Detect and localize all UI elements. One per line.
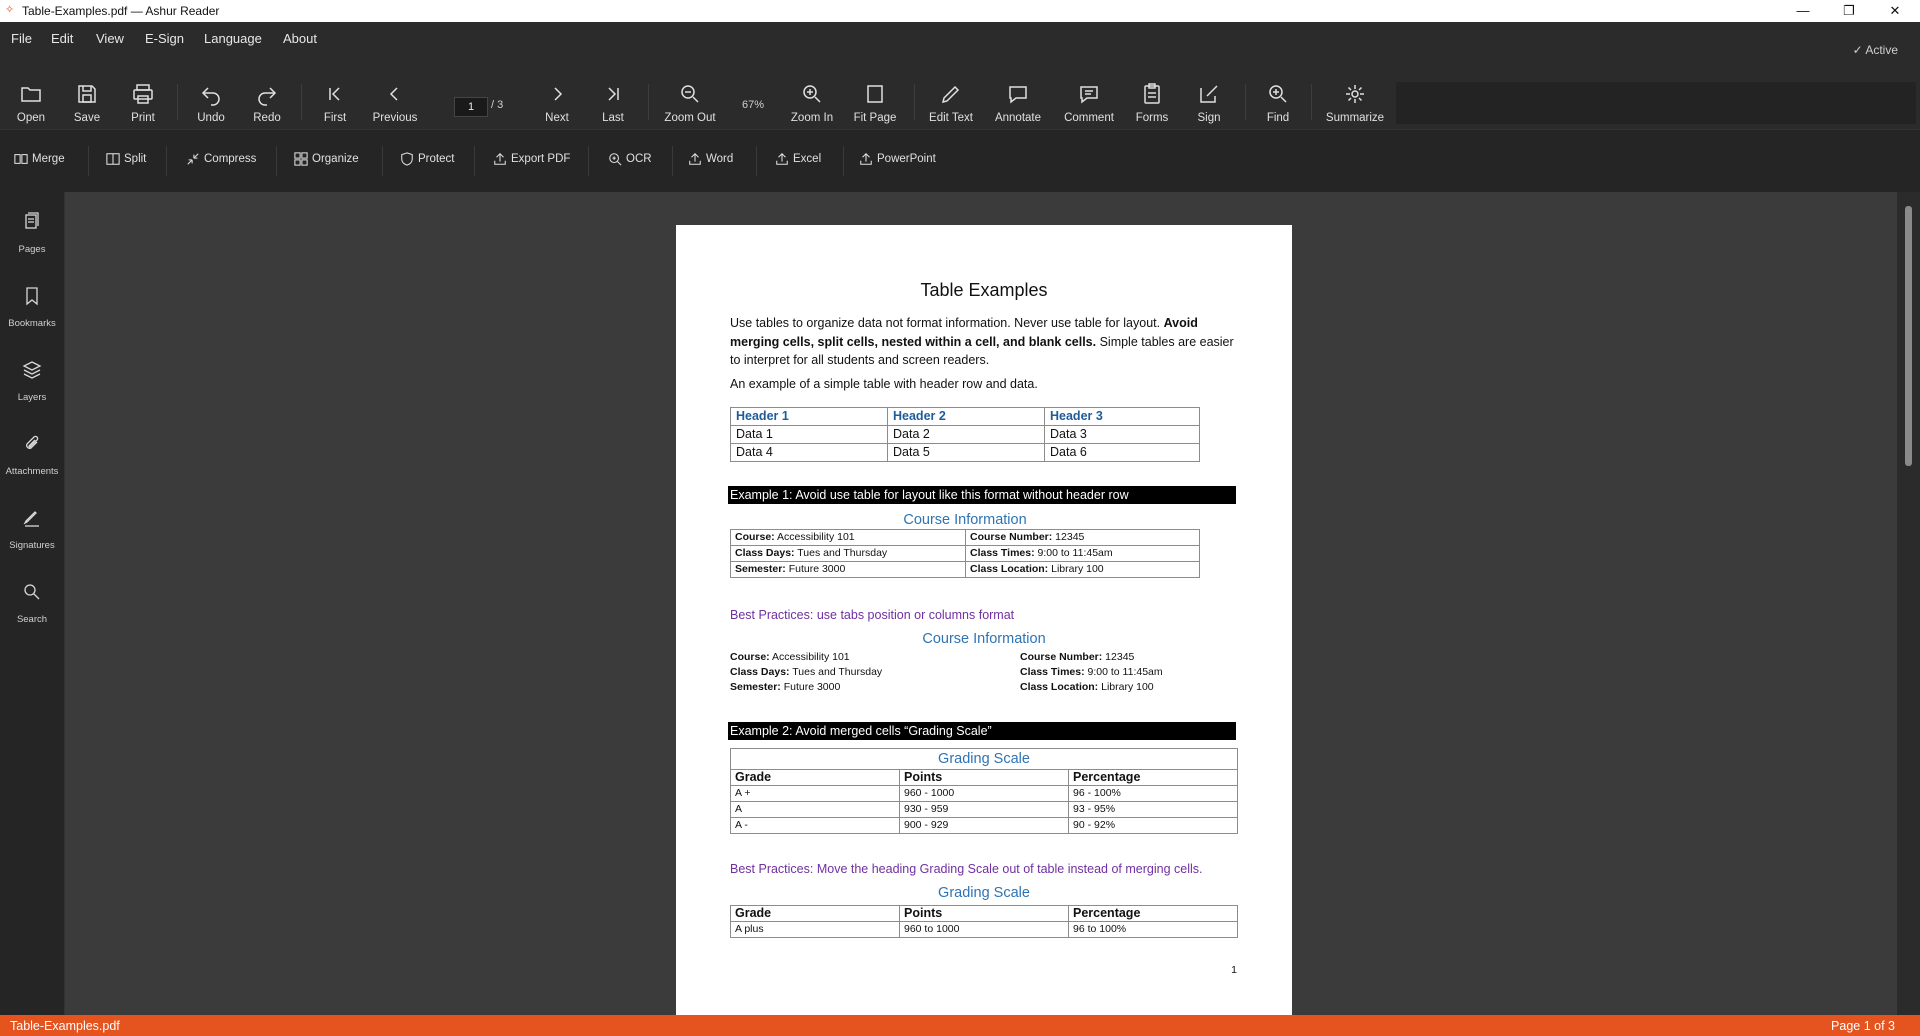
sidebar-label: Attachments (5, 466, 59, 477)
table-cell: A (731, 802, 900, 818)
toolbar-divider (843, 146, 844, 176)
last-label: Last (602, 112, 624, 124)
simple-table-caption: An example of a simple table with header row and data. (730, 377, 1038, 391)
sparkle-icon (1343, 82, 1367, 106)
sidebar-label: Bookmarks (8, 318, 56, 329)
table-row (731, 922, 1238, 938)
vertical-scrollbar[interactable] (1897, 192, 1920, 1015)
undo-label: Undo (197, 112, 225, 124)
best-practice-note: Best Practices: Move the heading Grading Scale out of table instead of merging cells. (730, 862, 1203, 876)
table-cell: A + (731, 786, 900, 802)
field-value: Future 3000 (785, 563, 846, 575)
table-cell: 96 to 100% (1069, 922, 1238, 938)
field-value: Accessibility 101 (769, 651, 850, 663)
table-cell: Data 6 (1045, 444, 1200, 462)
menu-view[interactable]: View (96, 31, 124, 46)
close-button[interactable]: ✕ (1889, 3, 1901, 18)
table-header-cell: Header 1 (731, 408, 888, 426)
edit-text-label: Edit Text (929, 112, 973, 124)
organize-label: Organize (312, 153, 359, 165)
pdf-page (676, 225, 1292, 1015)
summarize-label: Summarize (1325, 112, 1385, 124)
table-row (731, 818, 1238, 834)
minimize-button[interactable]: — (1796, 3, 1810, 18)
bookmark-icon (22, 286, 42, 306)
merge-button[interactable] (14, 152, 65, 166)
table-cell (966, 546, 1200, 562)
table-row (731, 426, 1200, 444)
page-number-input[interactable]: 1 (454, 97, 488, 117)
sidebar-label: Signatures (9, 540, 55, 551)
toolbar-divider (588, 146, 589, 176)
edit-text-button[interactable] (921, 82, 981, 124)
field-value: 9:00 to 11:45am (1084, 666, 1163, 678)
sidebar-label: Pages (18, 244, 46, 255)
table-cell: 900 - 929 (900, 818, 1069, 834)
zoom-level[interactable]: 67% (742, 99, 765, 111)
table-cell: 960 to 1000 (900, 922, 1069, 938)
title-bar (0, 0, 1920, 22)
field-value: Library 100 (1048, 563, 1104, 575)
toolbar-divider (474, 146, 475, 176)
undo-button[interactable] (181, 82, 241, 124)
export-icon (493, 152, 507, 166)
annotate-label: Annotate (994, 112, 1042, 124)
field-value: Tues and Thursday (794, 547, 888, 559)
course-info-title: Course Information (903, 512, 1027, 528)
excel-label: Excel (793, 153, 822, 165)
table-cell: Data 4 (731, 444, 888, 462)
table-row (731, 802, 1238, 818)
sidebar-item-layers[interactable] (0, 360, 64, 403)
toolbar-divider (648, 84, 649, 120)
first-page-button[interactable] (305, 82, 365, 124)
field-label: Semester: (730, 681, 781, 693)
protect-button[interactable] (400, 152, 454, 166)
compress-icon (186, 152, 200, 166)
zoom-in-label: Zoom In (790, 112, 834, 124)
course-info-table (730, 529, 1200, 578)
menu-edit[interactable]: Edit (51, 31, 74, 46)
toolbar-search-area[interactable] (1396, 82, 1916, 124)
summarize-button[interactable] (1325, 82, 1385, 124)
toolbar-divider (672, 146, 673, 176)
table-cell: A plus (731, 922, 900, 938)
sign-label: Sign (1197, 112, 1221, 124)
find-label: Find (1266, 112, 1290, 124)
intro-text: Simple tables are easier to interpret for all students and screen readers. (730, 334, 1234, 367)
field-value: 12345 (1052, 531, 1085, 543)
intro-text: Use tables to organize data not format information. Never use table for layout. (730, 316, 1164, 330)
print-button[interactable] (113, 82, 173, 124)
printer-icon (131, 82, 155, 106)
powerpoint-label: PowerPoint (877, 153, 936, 165)
field-label: Class Location: (1020, 681, 1099, 693)
menu-esign[interactable]: E-Sign (145, 31, 185, 46)
table-cell: 93 - 95% (1069, 802, 1238, 818)
fit-page-button[interactable] (845, 82, 905, 124)
fit-page-icon (863, 82, 887, 106)
field-label: Course: (735, 531, 775, 543)
table-header-cell: Header 2 (888, 408, 1045, 426)
table-cell: Data 1 (731, 426, 888, 444)
protect-label: Protect (418, 153, 455, 165)
menu-bar (0, 22, 1920, 74)
table-cell (731, 530, 966, 546)
zoom-out-label: Zoom Out (664, 112, 716, 124)
table-cell: Data 5 (888, 444, 1045, 462)
export-icon (859, 152, 873, 166)
sign-icon (1197, 82, 1221, 106)
layers-icon (22, 360, 42, 380)
table-row (731, 546, 1200, 562)
toolbar-divider (1311, 84, 1312, 120)
course-info-right-column (1020, 650, 1163, 695)
pencil-icon (939, 82, 963, 106)
document-title: Table Examples (920, 280, 1048, 300)
field-label: Class Location: (970, 563, 1049, 575)
field-value: Future 3000 (780, 681, 841, 693)
toolbar-divider (276, 146, 277, 176)
grading-scale-caption: Grading Scale (731, 749, 1238, 770)
field-label: Course Number: (970, 531, 1053, 543)
field-label: Class Days: (735, 547, 795, 559)
open-button[interactable] (1, 82, 61, 124)
forms-label: Forms (1135, 112, 1169, 124)
toolbar-divider (166, 146, 167, 176)
redo-button[interactable] (237, 82, 297, 124)
table-row (731, 786, 1238, 802)
previous-label: Previous (372, 112, 418, 124)
first-page-icon (323, 82, 347, 106)
organize-button[interactable] (294, 152, 359, 166)
menu-language[interactable]: Language (204, 31, 262, 46)
table-cell: 960 - 1000 (900, 786, 1069, 802)
field-value: Accessibility 101 (774, 531, 855, 543)
compress-label: Compress (204, 153, 257, 165)
intro-paragraph (730, 314, 1240, 370)
grading-scale-title: Grading Scale (938, 885, 1030, 901)
main-toolbar (0, 74, 1920, 129)
signature-pen-icon (22, 508, 42, 528)
sign-button[interactable] (1179, 82, 1239, 124)
table-cell: Data 3 (1045, 426, 1200, 444)
find-button[interactable] (1248, 82, 1308, 124)
field-label: Course: (730, 651, 770, 663)
next-page-button[interactable] (527, 82, 587, 124)
zoom-out-button[interactable] (660, 82, 720, 124)
annotate-icon (1006, 82, 1030, 106)
course-field (1020, 680, 1163, 695)
save-label: Save (73, 112, 101, 124)
table-cell: 930 - 959 (900, 802, 1069, 818)
previous-page-button[interactable] (365, 82, 425, 124)
table-header-row (731, 408, 1200, 426)
excel-export-button[interactable] (775, 152, 821, 166)
field-value: Tues and Thursday (789, 666, 883, 678)
field-value: Library 100 (1098, 681, 1154, 693)
left-sidebar (0, 192, 65, 1015)
organize-icon (294, 152, 308, 166)
sidebar-label: Search (16, 614, 48, 625)
table-header-cell: Grade (731, 906, 900, 922)
table-cell (731, 562, 966, 578)
scrollbar-thumb[interactable] (1905, 206, 1912, 466)
toolbar-divider (1245, 84, 1246, 120)
find-icon (1266, 82, 1290, 106)
course-field (730, 650, 882, 665)
page-number: 1 (1231, 964, 1237, 976)
last-page-button[interactable] (583, 82, 643, 124)
table-cell (966, 530, 1200, 546)
compress-button[interactable] (186, 152, 256, 166)
paperclip-icon (22, 434, 42, 454)
field-label: Class Times: (1020, 666, 1085, 678)
ocr-button[interactable] (608, 152, 652, 166)
redo-icon (255, 82, 279, 106)
table-cell: A - (731, 818, 900, 834)
save-icon (75, 82, 99, 106)
split-icon (106, 152, 120, 166)
comment-button[interactable] (1059, 82, 1119, 124)
active-status: ✓ Active (1852, 43, 1898, 57)
comment-icon (1077, 82, 1101, 106)
table-header-cell: Points (900, 906, 1069, 922)
open-label: Open (16, 112, 46, 124)
table-cell: 90 - 92% (1069, 818, 1238, 834)
field-value: 12345 (1102, 651, 1135, 663)
table-cell: Data 2 (888, 426, 1045, 444)
sidebar-label: Layers (17, 392, 47, 403)
chevron-right-icon (545, 82, 569, 106)
word-export-button[interactable] (688, 152, 733, 166)
chevron-left-icon (383, 82, 407, 106)
field-value: 9:00 to 11:45am (1034, 547, 1113, 559)
example1-heading: Example 1: Avoid use table for layout like this format without header row (728, 486, 1236, 504)
pages-icon (22, 212, 42, 232)
table-cell (731, 546, 966, 562)
page-total: / 3 (491, 99, 504, 111)
status-bar (0, 1015, 1920, 1036)
simple-table (730, 407, 1200, 462)
document-viewer[interactable] (65, 192, 1897, 1015)
toolbar-divider (756, 146, 757, 176)
first-label: First (323, 112, 347, 124)
toolbar-divider (177, 84, 178, 120)
redo-label: Redo (253, 112, 281, 124)
course-field (1020, 650, 1163, 665)
save-button[interactable] (57, 82, 117, 124)
merge-icon (14, 152, 28, 166)
app-logo-icon: ✧ (5, 4, 15, 16)
export-icon (775, 152, 789, 166)
table-header-cell: Points (900, 770, 1069, 786)
menu-about[interactable]: About (283, 31, 317, 46)
toolbar-divider (382, 146, 383, 176)
field-label: Semester: (735, 563, 786, 575)
last-page-icon (601, 82, 625, 106)
intro-bold-text: Avoid merging cells, split cells, nested within a cell, and blank cells. (730, 316, 1198, 349)
annotate-button[interactable] (988, 82, 1048, 124)
next-label: Next (545, 112, 569, 124)
best-practice-note: Best Practices: use tabs position or columns format (730, 608, 1015, 622)
ocr-label: OCR (626, 153, 652, 165)
field-label: Class Days: (730, 666, 790, 678)
table-caption-row (731, 749, 1238, 770)
table-header-row (731, 906, 1238, 922)
search-icon (22, 582, 42, 602)
field-label: Course Number: (1020, 651, 1103, 663)
export-icon (688, 152, 702, 166)
zoom-in-icon (800, 82, 824, 106)
sidebar-item-search[interactable] (0, 582, 64, 625)
folder-icon (19, 82, 43, 106)
merge-label: Merge (32, 153, 65, 165)
table-row (731, 444, 1200, 462)
sidebar-item-bookmarks[interactable] (0, 286, 64, 329)
split-button[interactable] (106, 152, 146, 166)
menu-file[interactable]: File (11, 31, 32, 46)
table-cell (966, 562, 1200, 578)
export-pdf-label: Export PDF (511, 153, 571, 165)
toolbar-divider (88, 146, 89, 176)
split-label: Split (124, 153, 147, 165)
zoom-out-icon (678, 82, 702, 106)
course-info-title: Course Information (922, 631, 1046, 647)
print-label: Print (131, 112, 155, 124)
course-field (730, 665, 882, 680)
fit-page-label: Fit Page (853, 112, 897, 124)
sidebar-item-signatures[interactable] (0, 508, 64, 551)
export-pdf-button[interactable] (493, 152, 570, 166)
table-header-cell: Header 3 (1045, 408, 1200, 426)
shield-icon (400, 152, 414, 166)
status-page-indicator: Page 1 of 3 (1831, 1019, 1895, 1033)
ocr-icon (608, 152, 622, 166)
undo-icon (199, 82, 223, 106)
grading-scale-table-2 (730, 905, 1238, 938)
course-field (1020, 665, 1163, 680)
toolbar-divider (301, 84, 302, 120)
course-field (730, 680, 882, 695)
clipboard-icon (1140, 82, 1164, 106)
table-header-cell: Grade (731, 770, 900, 786)
forms-button[interactable] (1122, 82, 1182, 124)
toolbar-divider (914, 84, 915, 120)
field-label: Class Times: (970, 547, 1035, 559)
table-header-cell: Percentage (1069, 906, 1238, 922)
table-cell: 96 - 100% (1069, 786, 1238, 802)
window-title: Table-Examples.pdf — Ashur Reader (22, 4, 220, 18)
conversion-toolbar (0, 129, 1920, 192)
powerpoint-export-button[interactable] (859, 152, 936, 166)
table-row (731, 530, 1200, 546)
table-header-cell: Percentage (1069, 770, 1238, 786)
restore-button[interactable]: ❐ (1843, 3, 1855, 18)
table-row (731, 562, 1200, 578)
example2-heading: Example 2: Avoid merged cells “Grading Scale” (728, 722, 1236, 740)
zoom-in-button[interactable] (782, 82, 842, 124)
sidebar-item-attachments[interactable] (0, 434, 64, 477)
grading-scale-table (730, 748, 1238, 834)
course-info-left-column (730, 650, 882, 695)
word-label: Word (706, 153, 734, 165)
table-header-row (731, 770, 1238, 786)
status-filename: Table-Examples.pdf (10, 1019, 120, 1033)
comment-label: Comment (1064, 112, 1114, 124)
sidebar-item-pages[interactable] (0, 212, 64, 255)
